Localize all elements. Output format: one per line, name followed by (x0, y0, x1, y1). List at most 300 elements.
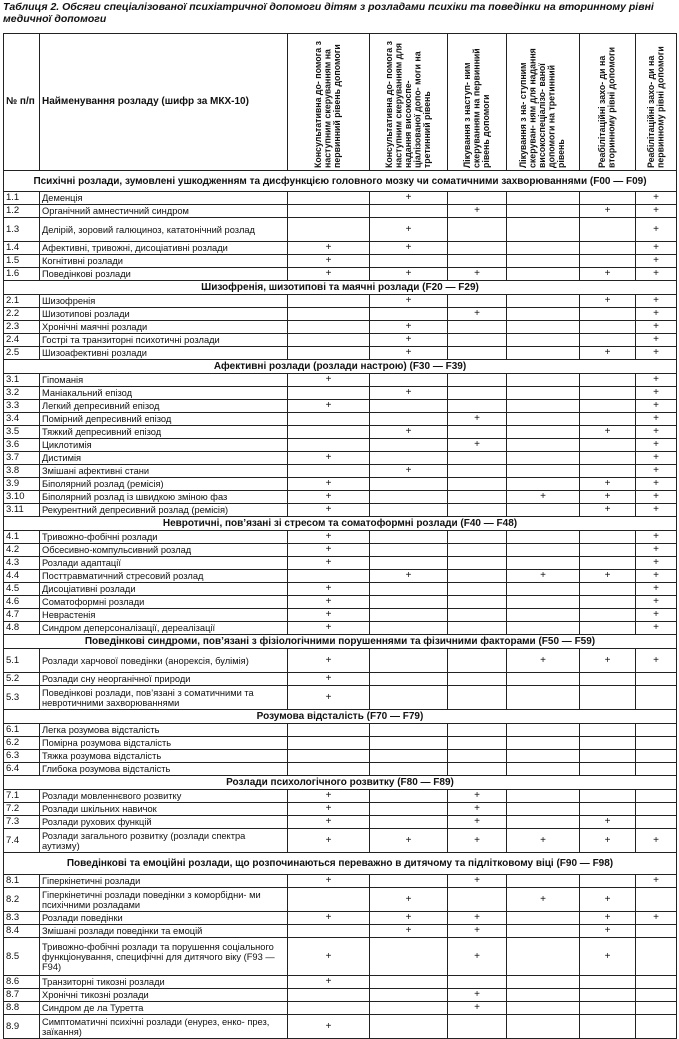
disorder-name: Гіпоманія (40, 374, 288, 387)
section-title: Поведінкові та емоційні розлади, що розпочинаються переважно в дитячому та підлітковому віці (F90 — F98) (4, 853, 677, 875)
mark-cell-4 (507, 790, 580, 803)
row-number: 3.5 (4, 426, 40, 439)
mark-cell-4 (507, 374, 580, 387)
mark-cell-3 (448, 583, 507, 596)
row-number: 4.8 (4, 622, 40, 635)
mark-cell-5: + (580, 478, 636, 491)
mark-cell-6 (636, 763, 677, 776)
mark-cell-2 (370, 673, 448, 686)
mark-cell-4: + (507, 829, 580, 853)
mark-cell-2 (370, 596, 448, 609)
table-row (4, 737, 677, 750)
mark-cell-2 (370, 816, 448, 829)
table-row (4, 570, 677, 583)
mark-cell-3 (448, 192, 507, 205)
mark-cell-5 (580, 1002, 636, 1015)
disorder-name: Рекурентний депресивний розлад (ремісія) (40, 504, 288, 517)
table-row (4, 544, 677, 557)
mark-cell-3 (448, 504, 507, 517)
mark-cell-1 (288, 334, 370, 347)
table-row (4, 557, 677, 570)
section-title: Розлади психологічного розвитку (F80 — F89) (4, 776, 677, 790)
table-row (4, 596, 677, 609)
row-number: 3.8 (4, 465, 40, 478)
mark-cell-4 (507, 622, 580, 635)
table-row (4, 205, 677, 218)
mark-cell-4 (507, 192, 580, 205)
mark-cell-6: + (636, 465, 677, 478)
mark-cell-2: + (370, 925, 448, 938)
mark-cell-2 (370, 491, 448, 504)
mark-cell-6 (636, 724, 677, 737)
mark-cell-6: + (636, 374, 677, 387)
mark-cell-2 (370, 763, 448, 776)
disorder-name: Розлади харчової поведінки (анорексія, булімія) (40, 649, 288, 673)
section-title: Психічні розлади, зумовлені ушкодженням та дисфункцією головного мозку чи соматичними захворюваннями (F00 — F09) (4, 171, 677, 192)
mark-cell-3 (448, 242, 507, 255)
table-row (4, 609, 677, 622)
disorder-name: Тяжкий депресивний епізод (40, 426, 288, 439)
table-row (4, 583, 677, 596)
mark-cell-1 (288, 737, 370, 750)
mark-cell-2 (370, 374, 448, 387)
mark-cell-3: + (448, 925, 507, 938)
mark-cell-3: + (448, 1002, 507, 1015)
mark-cell-2 (370, 609, 448, 622)
mark-cell-6 (636, 938, 677, 976)
mark-cell-2: + (370, 829, 448, 853)
mark-cell-6: + (636, 426, 677, 439)
mark-cell-5 (580, 400, 636, 413)
row-number: 8.7 (4, 989, 40, 1002)
mark-cell-6 (636, 803, 677, 816)
mark-cell-2: + (370, 426, 448, 439)
section-header-row (4, 517, 677, 531)
row-number: 2.3 (4, 321, 40, 334)
table-row (4, 888, 677, 912)
mark-cell-5 (580, 439, 636, 452)
disorder-name: Циклотимія (40, 439, 288, 452)
mark-cell-4 (507, 504, 580, 517)
mark-cell-4 (507, 596, 580, 609)
mark-cell-5 (580, 622, 636, 635)
mark-cell-1: + (288, 976, 370, 989)
mark-cell-3: + (448, 829, 507, 853)
mark-cell-5: + (580, 938, 636, 976)
mark-cell-4 (507, 413, 580, 426)
mark-cell-5: + (580, 816, 636, 829)
mark-cell-1: + (288, 452, 370, 465)
mark-cell-4 (507, 816, 580, 829)
table-row (4, 912, 677, 925)
mark-cell-3 (448, 737, 507, 750)
mark-cell-1: + (288, 374, 370, 387)
row-number: 2.2 (4, 308, 40, 321)
mark-cell-1: + (288, 790, 370, 803)
mark-cell-3 (448, 724, 507, 737)
mark-cell-2 (370, 649, 448, 673)
mark-cell-2: + (370, 570, 448, 583)
mark-cell-6: + (636, 242, 677, 255)
mark-cell-1: + (288, 649, 370, 673)
row-number: 2.4 (4, 334, 40, 347)
header-num: № п/п (4, 34, 40, 171)
mark-cell-2 (370, 544, 448, 557)
table-row (4, 504, 677, 517)
mark-cell-3 (448, 426, 507, 439)
mark-cell-6 (636, 790, 677, 803)
mark-cell-6: + (636, 268, 677, 281)
mark-cell-3 (448, 295, 507, 308)
mark-cell-2 (370, 1002, 448, 1015)
disorder-name: Розлади адаптації (40, 557, 288, 570)
mark-cell-5 (580, 413, 636, 426)
mark-cell-1 (288, 347, 370, 360)
mark-cell-5 (580, 724, 636, 737)
mark-cell-1: + (288, 583, 370, 596)
mark-cell-3 (448, 347, 507, 360)
table-row (4, 268, 677, 281)
mark-cell-6: + (636, 413, 677, 426)
row-number: 3.10 (4, 491, 40, 504)
mark-cell-5: + (580, 205, 636, 218)
mark-cell-4 (507, 673, 580, 686)
row-number: 7.3 (4, 816, 40, 829)
disorder-name: Глибока розумова відсталість (40, 763, 288, 776)
mark-cell-3 (448, 218, 507, 242)
disorder-name: Синдром де ла Туретта (40, 1002, 288, 1015)
mark-cell-5 (580, 596, 636, 609)
mark-cell-1 (288, 570, 370, 583)
mark-cell-2 (370, 1015, 448, 1039)
header-row (4, 34, 677, 171)
table-row (4, 875, 677, 888)
table-row (4, 413, 677, 426)
mark-cell-6: + (636, 334, 677, 347)
mark-cell-5: + (580, 504, 636, 517)
header-name: Найменування розладу (шифр за МКХ-10) (40, 34, 288, 171)
mark-cell-5: + (580, 649, 636, 673)
row-number: 1.5 (4, 255, 40, 268)
mark-cell-3: + (448, 205, 507, 218)
mark-cell-4 (507, 803, 580, 816)
mark-cell-1: + (288, 400, 370, 413)
mark-cell-4 (507, 347, 580, 360)
mark-cell-4 (507, 308, 580, 321)
disorder-name: Шизотипові розлади (40, 308, 288, 321)
section-title: Розумова відсталість (F70 — F79) (4, 710, 677, 724)
row-number: 8.2 (4, 888, 40, 912)
table-row (4, 816, 677, 829)
mark-cell-3: + (448, 816, 507, 829)
mark-cell-4 (507, 218, 580, 242)
mark-cell-5 (580, 750, 636, 763)
mark-cell-5 (580, 609, 636, 622)
mark-cell-4 (507, 976, 580, 989)
mark-cell-6 (636, 925, 677, 938)
table-row (4, 649, 677, 673)
mark-cell-4: + (507, 491, 580, 504)
mark-cell-1 (288, 724, 370, 737)
disorder-name: Посттравматичний стресовий розлад (40, 570, 288, 583)
mark-cell-5: + (580, 347, 636, 360)
disorder-name: Гіперкінетичні розлади поведінки з коморбідни- ми психічними розладами (40, 888, 288, 912)
row-number: 2.5 (4, 347, 40, 360)
disorder-name: Деменція (40, 192, 288, 205)
mark-cell-2 (370, 938, 448, 976)
mark-cell-5: + (580, 925, 636, 938)
table-row (4, 218, 677, 242)
mark-cell-1 (288, 205, 370, 218)
mark-cell-4 (507, 737, 580, 750)
disorder-name: Розлади шкільних навичок (40, 803, 288, 816)
mark-cell-4 (507, 925, 580, 938)
mark-cell-6: + (636, 491, 677, 504)
mark-cell-5 (580, 673, 636, 686)
mark-cell-4: + (507, 649, 580, 673)
mark-cell-1 (288, 439, 370, 452)
mark-cell-2 (370, 724, 448, 737)
mark-cell-6: + (636, 912, 677, 925)
row-number: 3.1 (4, 374, 40, 387)
mark-cell-6 (636, 673, 677, 686)
row-number: 4.7 (4, 609, 40, 622)
disorder-name: Обсесивно-компульсивний розлад (40, 544, 288, 557)
table-row (4, 925, 677, 938)
mark-cell-6: + (636, 192, 677, 205)
mark-cell-6: + (636, 295, 677, 308)
mark-cell-6: + (636, 218, 677, 242)
disorder-name: Біполярний розлад із швидкою зміною фаз (40, 491, 288, 504)
section-header-row (4, 776, 677, 790)
mark-cell-2 (370, 790, 448, 803)
table-row (4, 976, 677, 989)
disorder-name: Тяжка розумова відсталість (40, 750, 288, 763)
row-number: 4.2 (4, 544, 40, 557)
mark-cell-3 (448, 334, 507, 347)
mark-cell-3 (448, 387, 507, 400)
mark-cell-5 (580, 242, 636, 255)
row-number: 5.2 (4, 673, 40, 686)
mark-cell-3 (448, 763, 507, 776)
mark-cell-6: + (636, 452, 677, 465)
section-header-row (4, 635, 677, 649)
disorder-name: Помірна розумова відсталість (40, 737, 288, 750)
header-col-2: Консультативна до- помога з наступним скеруванням для надання високоспе- ціалізованої допо- моги на третинний рівень (370, 34, 448, 171)
mark-cell-2 (370, 686, 448, 710)
table-row (4, 255, 677, 268)
mark-cell-2 (370, 875, 448, 888)
disorder-name: Соматоформні розлади (40, 596, 288, 609)
mark-cell-1: + (288, 544, 370, 557)
row-number: 5.1 (4, 649, 40, 673)
mark-cell-6 (636, 737, 677, 750)
mark-cell-4 (507, 205, 580, 218)
disorder-name: Помірний депресивний епізод (40, 413, 288, 426)
mark-cell-2: + (370, 268, 448, 281)
mark-cell-5: + (580, 295, 636, 308)
row-number: 3.11 (4, 504, 40, 517)
mark-cell-3 (448, 649, 507, 673)
mark-cell-2: + (370, 387, 448, 400)
mark-cell-6 (636, 1002, 677, 1015)
mark-cell-4 (507, 557, 580, 570)
mark-cell-1: + (288, 673, 370, 686)
mark-cell-3 (448, 1015, 507, 1039)
mark-cell-2 (370, 308, 448, 321)
mark-cell-2 (370, 478, 448, 491)
mark-cell-3: + (448, 938, 507, 976)
mark-cell-6: + (636, 400, 677, 413)
disorder-name: Тривожно-фобічні розлади та порушення соціального функціонування, специфічні для дитячого віку (F93 — F94) (40, 938, 288, 976)
table-row (4, 192, 677, 205)
mark-cell-2 (370, 504, 448, 517)
mark-cell-2: + (370, 347, 448, 360)
mark-cell-3 (448, 255, 507, 268)
mark-cell-3: + (448, 875, 507, 888)
mark-cell-5 (580, 374, 636, 387)
mark-cell-3 (448, 976, 507, 989)
mark-cell-4 (507, 875, 580, 888)
mark-cell-1 (288, 925, 370, 938)
mark-cell-1: + (288, 268, 370, 281)
mark-cell-4 (507, 544, 580, 557)
disorder-name: Розлади поведінки (40, 912, 288, 925)
row-number: 6.2 (4, 737, 40, 750)
disorder-name: Змішані розлади поведінки та емоцій (40, 925, 288, 938)
mark-cell-4 (507, 400, 580, 413)
row-number: 2.1 (4, 295, 40, 308)
mark-cell-5 (580, 763, 636, 776)
table-body (4, 171, 677, 1039)
mark-cell-4 (507, 465, 580, 478)
mark-cell-4 (507, 387, 580, 400)
row-number: 8.6 (4, 976, 40, 989)
mark-cell-5: + (580, 268, 636, 281)
mark-cell-2 (370, 803, 448, 816)
mark-cell-1 (288, 218, 370, 242)
mark-cell-2 (370, 531, 448, 544)
mark-cell-5 (580, 686, 636, 710)
row-number: 8.9 (4, 1015, 40, 1039)
mark-cell-3: + (448, 790, 507, 803)
mark-cell-4 (507, 1015, 580, 1039)
disorder-name: Синдром деперсоналізації, дереалізації (40, 622, 288, 635)
row-number: 3.3 (4, 400, 40, 413)
mark-cell-3: + (448, 803, 507, 816)
mark-cell-3 (448, 478, 507, 491)
table-caption: Таблиця 2. Обсяги спеціалізованої психіатричної допомоги дітям з розладами психіки та поведінки на вторинному рівні медичної допомоги (3, 1, 654, 25)
mark-cell-4 (507, 531, 580, 544)
table-row (4, 334, 677, 347)
mark-cell-4 (507, 750, 580, 763)
row-number: 7.4 (4, 829, 40, 853)
mark-cell-5 (580, 544, 636, 557)
mark-cell-4 (507, 763, 580, 776)
mark-cell-6: + (636, 255, 677, 268)
mark-cell-5 (580, 557, 636, 570)
mark-cell-1: + (288, 491, 370, 504)
row-number: 3.2 (4, 387, 40, 400)
disorder-name: Розлади загального розвитку (розлади спектра аутизму) (40, 829, 288, 853)
mark-cell-3 (448, 531, 507, 544)
mark-cell-1 (288, 413, 370, 426)
section-header-row (4, 171, 677, 192)
disorder-name: Маніакальний епізод (40, 387, 288, 400)
mark-cell-6: + (636, 205, 677, 218)
mark-cell-5 (580, 255, 636, 268)
table-row (4, 400, 677, 413)
table-row (4, 686, 677, 710)
table-row (4, 439, 677, 452)
mark-cell-2 (370, 583, 448, 596)
mark-cell-2 (370, 557, 448, 570)
mark-cell-1 (288, 1002, 370, 1015)
mark-cell-5 (580, 875, 636, 888)
header-col-5: Реабілітаційні захо- ди на вторинному рівні допомоги (580, 34, 636, 171)
header-col-3: Лікування з наступ- ним скеруванням на первинний рівень допомоги (448, 34, 507, 171)
mark-cell-1 (288, 192, 370, 205)
mark-cell-3 (448, 596, 507, 609)
mark-cell-4 (507, 255, 580, 268)
mark-cell-5 (580, 387, 636, 400)
row-number: 3.9 (4, 478, 40, 491)
mark-cell-3 (448, 609, 507, 622)
row-number: 3.7 (4, 452, 40, 465)
table-row (4, 426, 677, 439)
disorder-name: Тривожно-фобічні розлади (40, 531, 288, 544)
mark-cell-3 (448, 888, 507, 912)
disorder-name: Дисоціативні розлади (40, 583, 288, 596)
mark-cell-2: + (370, 295, 448, 308)
mark-cell-1 (288, 295, 370, 308)
disorder-name: Легка розумова відсталість (40, 724, 288, 737)
section-header-row (4, 281, 677, 295)
mark-cell-4 (507, 321, 580, 334)
row-number: 1.4 (4, 242, 40, 255)
mark-cell-1: + (288, 255, 370, 268)
mark-cell-3 (448, 686, 507, 710)
mark-cell-1: + (288, 596, 370, 609)
mark-cell-1: + (288, 816, 370, 829)
mark-cell-5 (580, 583, 636, 596)
mark-cell-5: + (580, 888, 636, 912)
mark-cell-2: + (370, 912, 448, 925)
header-col-4: Лікування з на- ступним скеруван- ням для надання високоспеціалізо- ваної допомоги на третинний рівень (507, 34, 580, 171)
table-row (4, 308, 677, 321)
mark-cell-6 (636, 686, 677, 710)
disorder-name: Шизоафективні розлади (40, 347, 288, 360)
mark-cell-2 (370, 439, 448, 452)
mark-cell-5: + (580, 570, 636, 583)
mark-cell-2: + (370, 888, 448, 912)
mark-cell-5 (580, 465, 636, 478)
mark-cell-1: + (288, 504, 370, 517)
section-header-row (4, 853, 677, 875)
row-number: 7.2 (4, 803, 40, 816)
table-row (4, 938, 677, 976)
table-row (4, 387, 677, 400)
mark-cell-5 (580, 321, 636, 334)
table-row (4, 465, 677, 478)
disorder-name: Поведінкові розлади (40, 268, 288, 281)
mark-cell-4 (507, 334, 580, 347)
mark-cell-4 (507, 686, 580, 710)
mark-cell-4 (507, 295, 580, 308)
table-row (4, 829, 677, 853)
header-col-1: Консультативна до- помога з наступним скеруванням на первинний рівень допомоги (288, 34, 370, 171)
row-number: 8.4 (4, 925, 40, 938)
